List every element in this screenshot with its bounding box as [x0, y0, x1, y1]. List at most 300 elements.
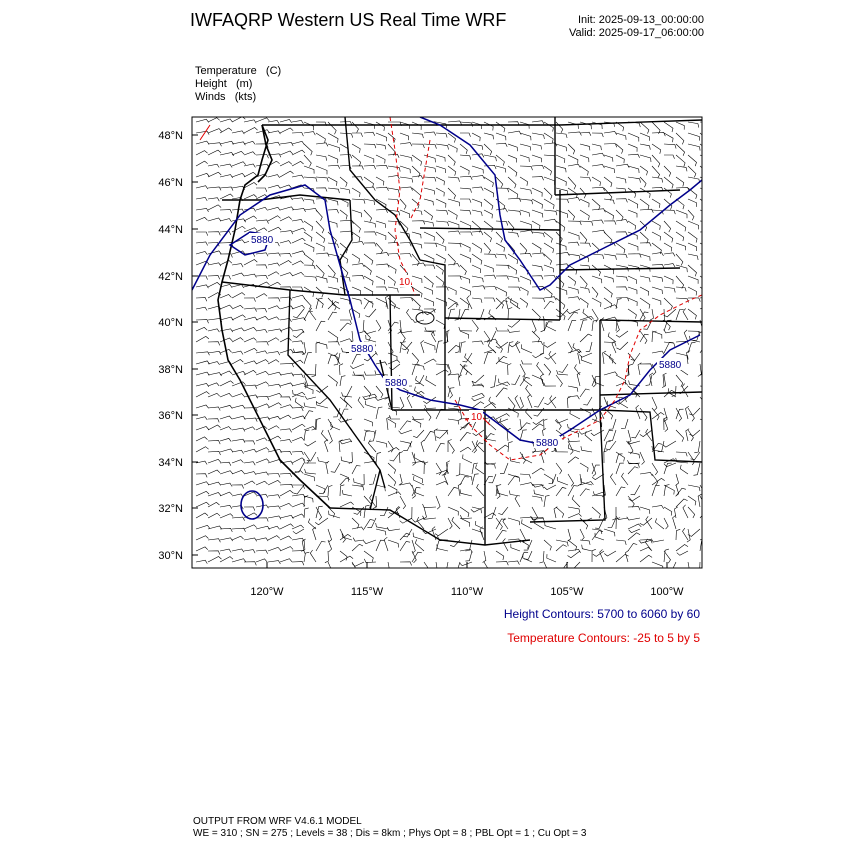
wind-barb	[196, 392, 210, 397]
wind-barb	[448, 254, 455, 265]
wind-barb	[292, 120, 303, 123]
wind-barb	[415, 539, 424, 551]
wind-barb	[640, 287, 649, 296]
wind-barb	[522, 454, 532, 463]
wind-barb	[352, 188, 360, 197]
wind-barb	[376, 441, 387, 447]
wind-barb	[520, 364, 525, 377]
wind-barb	[700, 166, 708, 177]
wind-barb	[268, 272, 279, 276]
wind-barb	[292, 141, 304, 144]
wind-barb	[340, 376, 345, 386]
height-label: 5880	[385, 378, 408, 389]
wind-barb	[572, 495, 580, 507]
wind-barb	[220, 549, 231, 552]
wind-barb	[676, 309, 684, 320]
wind-barb	[220, 505, 232, 508]
wind-barb	[496, 551, 504, 560]
wind-barb	[511, 375, 520, 384]
wind-barb	[581, 356, 592, 364]
wind-barb	[532, 341, 543, 345]
wind-barb	[328, 540, 332, 552]
wind-barb	[532, 121, 544, 125]
wind-barb	[196, 447, 209, 452]
latitude-tick-label: 34°N	[158, 457, 183, 469]
wind-barb	[700, 144, 708, 154]
longitude-tick-label: 115°W	[350, 586, 384, 598]
wind-barb	[676, 276, 684, 289]
wind-barb	[640, 430, 652, 437]
wind-barb	[328, 485, 332, 496]
wind-barb	[460, 287, 471, 295]
wind-barb	[472, 231, 483, 235]
wind-barb	[700, 133, 708, 144]
wind-barb	[604, 221, 616, 225]
wind-barb	[280, 473, 292, 477]
wind-barb	[472, 320, 478, 332]
wind-barb	[328, 276, 338, 282]
wind-barb	[676, 166, 687, 171]
wind-barb	[652, 485, 660, 496]
wind-barb	[532, 144, 542, 150]
wind-barb	[496, 143, 507, 147]
wind-barb	[568, 232, 579, 240]
wind-barb	[532, 331, 540, 342]
wind-barb	[220, 483, 232, 486]
wind-barb	[244, 274, 256, 277]
wind-barb	[376, 452, 381, 463]
wind-barb	[350, 364, 364, 369]
wind-barb	[484, 265, 493, 272]
wind-barb	[516, 341, 521, 353]
plot-frame	[192, 117, 702, 568]
wind-barb	[328, 331, 338, 342]
wind-barb	[280, 490, 293, 496]
wind-barb	[604, 166, 615, 173]
wind-barb	[256, 438, 267, 441]
wind-barb	[280, 515, 293, 518]
wind-barb	[292, 305, 305, 309]
wind-barb	[436, 470, 449, 474]
wind-barb	[640, 555, 652, 562]
wind-barb	[280, 207, 294, 210]
wind-barb	[472, 286, 485, 290]
wind-barb	[424, 562, 431, 575]
wind-barb	[629, 529, 640, 533]
wind-barb	[436, 210, 448, 215]
wind-barb	[364, 372, 376, 376]
wind-barb	[325, 551, 329, 563]
wind-barb	[424, 462, 428, 474]
wind-barb	[316, 397, 328, 404]
wind-barb	[316, 276, 327, 283]
wind-barb	[316, 298, 323, 309]
wind-barb	[316, 265, 324, 277]
wind-barb	[676, 243, 686, 250]
wind-barb	[604, 353, 613, 363]
wind-barb	[472, 507, 482, 513]
wind-barb	[484, 339, 498, 342]
wind-barb	[220, 449, 233, 452]
wind-barb	[436, 341, 443, 353]
height-label: 5880	[659, 360, 682, 371]
wind-barb	[364, 298, 373, 308]
wind-barb	[256, 118, 269, 122]
wind-barb	[196, 307, 207, 310]
wind-barb	[304, 144, 312, 155]
wind-barb	[652, 276, 663, 282]
wind-barb	[328, 430, 332, 444]
wind-barb	[484, 287, 497, 291]
wind-barb	[676, 221, 686, 231]
wind-barb	[532, 243, 541, 253]
wind-barb	[547, 554, 556, 562]
wind-barb	[316, 298, 323, 308]
wind-barb	[676, 210, 687, 218]
wind-barb	[609, 430, 617, 441]
wind-barb	[568, 287, 578, 294]
wind-barb	[412, 155, 422, 166]
wind-barb	[376, 407, 382, 419]
wind-barb	[292, 494, 305, 497]
wind-barb	[340, 323, 351, 331]
wind-barb	[688, 133, 700, 141]
wind-barb	[472, 199, 482, 207]
wind-barb	[436, 496, 440, 509]
wind-barb	[496, 254, 506, 259]
wind-barb	[292, 407, 303, 411]
wind-barb	[304, 552, 309, 562]
wind-barb	[556, 144, 566, 151]
wind-barb	[555, 419, 568, 423]
wind-barb	[436, 144, 449, 150]
wind-barb	[280, 171, 294, 177]
wind-barb	[688, 221, 699, 229]
wind-barb	[628, 452, 640, 458]
wind-barb	[295, 398, 304, 408]
wind-barb	[232, 528, 246, 532]
wind-barb	[520, 230, 533, 233]
wind-barb	[688, 210, 694, 220]
wind-barb	[652, 478, 665, 485]
wind-barb	[280, 383, 293, 386]
wind-barb	[436, 155, 445, 162]
wind-barb	[280, 128, 293, 133]
wind-barb	[364, 559, 376, 563]
wind-barb	[412, 188, 421, 200]
wind-barb	[544, 287, 552, 298]
wind-barb	[340, 441, 352, 444]
wind-barb	[568, 188, 577, 198]
wind-barb	[580, 177, 591, 181]
wind-barb	[436, 320, 445, 329]
wind-barb	[592, 209, 605, 213]
wind-barb	[196, 513, 208, 518]
wind-barb	[412, 210, 422, 215]
wind-barb	[232, 549, 244, 552]
wind-barb	[508, 442, 513, 452]
wind-barb	[592, 507, 600, 518]
wind-barb	[683, 505, 688, 518]
wind-barb	[310, 308, 317, 320]
wind-barb	[503, 538, 508, 551]
wind-barb	[268, 416, 280, 419]
wind-barb	[304, 122, 314, 130]
wind-barb	[292, 551, 305, 555]
wind-barb	[700, 397, 707, 409]
wind-barb	[591, 430, 604, 436]
wind-barb	[376, 221, 386, 228]
wind-barb	[232, 351, 243, 354]
wind-barb	[520, 199, 533, 204]
wind-barb	[349, 452, 353, 464]
wind-barb	[459, 327, 472, 331]
wind-barb	[268, 474, 280, 478]
wind-barb	[232, 338, 243, 342]
wind-barb	[208, 539, 220, 543]
longitude-tick-label: 120°W	[250, 586, 284, 598]
wind-barb	[244, 550, 255, 554]
wind-barb	[389, 415, 400, 419]
wind-barb	[580, 210, 589, 220]
wind-barb	[364, 419, 372, 426]
wind-barb	[388, 298, 396, 309]
wind-barb	[458, 375, 461, 386]
wind-barb	[674, 507, 677, 518]
wind-barb	[280, 162, 292, 166]
wind-barb	[353, 372, 364, 376]
wind-barb	[244, 418, 257, 422]
wind-barb	[232, 439, 245, 443]
wind-barb	[435, 562, 438, 576]
wind-barb	[412, 133, 423, 138]
wind-barb	[544, 122, 553, 132]
wind-barb	[220, 317, 233, 320]
wind-barb	[364, 254, 373, 265]
wind-barb	[292, 220, 303, 223]
wind-barb	[658, 441, 664, 452]
wind-barb	[631, 353, 640, 360]
wind-barb	[220, 153, 234, 156]
height-contour-legend: Height Contours: 5700 to 6060 by 60	[503, 607, 700, 621]
wind-barb	[448, 298, 457, 307]
wind-barb	[232, 360, 243, 365]
wind-barb	[400, 210, 410, 218]
wind-barb	[220, 295, 231, 299]
wind-barb	[522, 519, 532, 529]
model-footer	[193, 816, 586, 840]
wind-barb	[220, 305, 232, 309]
wind-barb	[532, 298, 545, 302]
wind-barb	[460, 447, 471, 452]
wind-barb	[520, 483, 533, 486]
wind-barb	[604, 276, 614, 282]
wind-barb	[604, 430, 613, 441]
wind-barb	[196, 336, 209, 342]
wind-barb	[328, 210, 339, 214]
wind-barb	[616, 540, 626, 545]
wind-barb	[256, 253, 268, 256]
wind-barb	[484, 144, 492, 155]
wind-barb	[304, 508, 309, 518]
wind-barb	[448, 199, 460, 206]
wind-barb	[412, 232, 421, 238]
wind-barb	[628, 309, 636, 319]
wind-barb	[496, 276, 509, 280]
wind-barb	[652, 132, 665, 136]
wind-barb	[592, 144, 601, 150]
wind-barb	[366, 335, 376, 342]
wind-barb	[640, 155, 651, 162]
wind-barb	[364, 155, 374, 163]
wind-barb	[244, 441, 255, 445]
wind-barb	[448, 264, 460, 268]
wind-barb	[486, 435, 496, 441]
wind-barb	[196, 560, 207, 563]
wind-barb	[460, 133, 471, 137]
wind-barb	[424, 359, 436, 364]
wind-barb	[568, 276, 576, 286]
wind-barb	[268, 393, 282, 397]
latitude-tick-label: 48°N	[158, 130, 183, 142]
wind-barb	[544, 297, 556, 301]
wind-barb	[367, 518, 376, 528]
wind-barb	[604, 529, 615, 536]
wind-barb	[208, 351, 221, 355]
wind-barb	[568, 438, 580, 442]
wind-barb	[640, 209, 653, 213]
wind-barb	[328, 133, 338, 143]
wind-barb	[508, 166, 517, 177]
wind-barb	[580, 489, 590, 496]
wind-barb	[652, 122, 660, 134]
wind-barb	[664, 463, 676, 467]
wind-barb	[280, 217, 292, 221]
wind-barb	[359, 320, 364, 333]
wind-barb	[388, 221, 400, 225]
wind-barb	[399, 452, 403, 464]
wind-barb	[256, 164, 269, 167]
wind-barb	[496, 243, 505, 252]
wind-barb	[436, 166, 446, 173]
wind-barb	[280, 350, 294, 354]
wind-barb	[328, 165, 340, 169]
wind-barb	[315, 518, 328, 525]
wind-barb	[196, 131, 209, 134]
wind-barb	[343, 386, 352, 396]
wind-barb	[388, 353, 397, 361]
wind-barb	[628, 188, 636, 198]
wind-barb	[364, 221, 376, 228]
wind-barb	[232, 559, 246, 562]
wind-barb	[424, 232, 434, 241]
wind-barb	[508, 342, 513, 353]
wind-barb	[232, 285, 244, 288]
wind-barb	[532, 265, 543, 271]
wind-barb	[508, 329, 520, 333]
wind-barb	[426, 376, 436, 386]
wind-barb	[700, 540, 706, 551]
wind-barb	[534, 519, 544, 529]
wind-barb	[592, 276, 602, 283]
wind-barb	[400, 155, 412, 162]
wind-barb	[688, 254, 698, 260]
wind-barb	[280, 363, 294, 367]
wind-barb	[496, 199, 505, 210]
wind-barb	[568, 386, 578, 392]
wind-barb	[304, 386, 313, 394]
wind-barb	[508, 232, 519, 237]
wind-barb	[376, 187, 389, 191]
wind-barb	[292, 208, 306, 212]
wind-barb	[676, 545, 688, 552]
wind-barb	[557, 309, 568, 317]
wind-barb	[604, 132, 617, 135]
wind-barb	[400, 541, 410, 551]
wind-barb	[268, 282, 281, 287]
wind-barb	[616, 155, 624, 163]
wind-barb	[688, 287, 697, 296]
wind-barb	[496, 342, 508, 348]
wind-barb	[256, 207, 268, 210]
wind-barb	[352, 254, 360, 263]
wind-barb	[604, 451, 608, 464]
wind-barb	[616, 164, 629, 168]
wind-barb	[364, 210, 372, 222]
wind-barb	[627, 517, 640, 520]
wind-barb	[532, 451, 546, 455]
wind-barb	[388, 265, 396, 274]
wind-barb	[316, 485, 325, 493]
wind-barb	[676, 232, 684, 241]
wind-barb	[568, 198, 580, 202]
wind-barb	[570, 410, 580, 419]
wind-barb	[532, 375, 543, 384]
wind-barb	[280, 120, 292, 123]
wind-barb	[328, 342, 339, 346]
wind-barb	[244, 195, 257, 199]
wind-barb	[520, 144, 531, 151]
wind-barb	[484, 221, 493, 232]
wind-barb	[556, 210, 568, 218]
wind-barb	[688, 166, 696, 177]
wind-barb	[423, 516, 437, 520]
wind-barb	[376, 165, 388, 169]
wind-barb	[592, 230, 605, 234]
wind-barb	[424, 188, 435, 195]
wind-barb	[556, 545, 567, 551]
wind-barb	[544, 243, 554, 253]
wind-barb	[640, 232, 648, 243]
wind-barb	[412, 176, 423, 179]
wind-barb	[399, 430, 412, 434]
wind-barb	[316, 232, 325, 243]
wind-barb	[220, 261, 232, 266]
wind-barb	[436, 430, 448, 438]
wind-barb	[256, 275, 268, 279]
wind-barb	[244, 525, 257, 529]
wind-barb	[544, 342, 556, 347]
wind-barb	[604, 342, 616, 346]
wind-barb	[688, 496, 696, 505]
wind-barb	[208, 373, 222, 376]
wind-barb	[280, 143, 293, 147]
wind-barb	[268, 298, 280, 302]
wind-barb	[280, 327, 293, 331]
wind-barb	[196, 208, 209, 211]
wind-barb	[388, 322, 399, 331]
wind-barb	[544, 177, 555, 185]
